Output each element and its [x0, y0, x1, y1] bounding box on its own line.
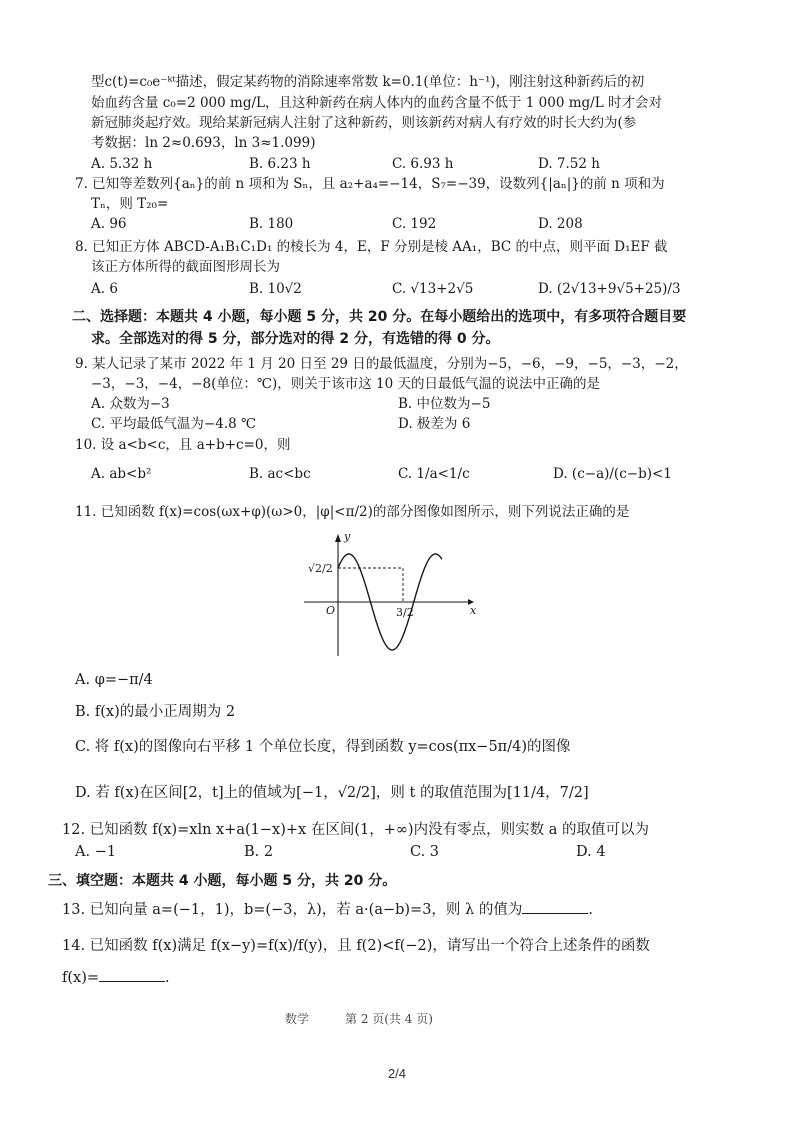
q12-option-b: B. 2 — [244, 844, 274, 860]
q13-end: . — [588, 902, 593, 918]
q12-option-c: C. 3 — [410, 844, 440, 860]
x-mark-label: 3/2 — [396, 606, 414, 619]
q6-option-d: D. 7.52 h — [538, 156, 600, 172]
q9-line-1: 9. 某人记录了某市 2022 年 1 月 20 日至 29 日的最低温度，分别为−5，−6，−9，−5，−3，−2， — [75, 356, 688, 372]
q6-line-2: 始血药含量 c₀=2 000 mg/L，且这种新药在病人体内的血药含量不低于 1 000 mg/L 时才会对 — [91, 95, 662, 111]
q9-option-a: A. 众数为−3 — [91, 396, 170, 412]
q7-option-c: C. 192 — [392, 216, 437, 232]
q6-option-b: B. 6.23 h — [249, 156, 311, 172]
q6-line-4: 考数据：ln 2≈0.693，ln 3≈1.099) — [91, 135, 316, 151]
q6-line-1: 型c(t)=c₀e⁻ᵏᵗ描述，假定某药物的消除速率常数 k=0.1(单位：h⁻¹)，刚注射这种新药后的初 — [91, 74, 645, 90]
q12-line-1: 12. 已知函数 f(x)=xln x+a(1−x)+x 在区间(1，+∞)内没有零点，则实数 a 的取值可以为 — [62, 822, 649, 838]
section-2-heading: 二、选择题：本题共 4 小题，每小题 5 分，共 20 分。在每小题给出的选项中，有多项符合题目要 — [72, 309, 687, 325]
q8-option-b: B. 10√2 — [249, 281, 302, 297]
q6-line-3: 新冠肺炎起疗效。现给某新冠病人注射了这种新药，则该新药对病人有疗效的时长大约为(参 — [91, 115, 637, 131]
q8-line-1: 8. 已知正方体 ABCD-A₁B₁C₁D₁ 的棱长为 4，E，F 分别是棱 AA₁，BC 的中点，则平面 D₁EF 截 — [75, 239, 668, 255]
q6-option-c: C. 6.93 h — [392, 156, 454, 172]
q12-option-d: D. 4 — [576, 844, 606, 860]
q13-answer-blank[interactable] — [522, 913, 588, 914]
q8-option-d: D. (2√13+9√5+25)/3 — [538, 281, 681, 297]
q10-line-1: 10. 设 a<b<c，且 a+b+c=0，则 — [75, 437, 291, 453]
q11-option-b: B. f(x)的最小正周期为 2 — [75, 704, 236, 720]
q11-option-d: D. 若 f(x)在区间[2，t]上的值域为[−1，√2/2]，则 t 的取值范围为[11/4，7/2] — [75, 785, 589, 801]
y-axis-arrow — [335, 534, 341, 542]
q9-line-2: −3，−3，−4，−8(单位：℃)，则关于该市这 10 天的日最低气温的说法中正确的是 — [91, 376, 600, 392]
q7-line-1: 7. 已知等差数列{aₙ}的前 n 项和为 Sₙ，且 a₂+a₄=−14，S₇=−39，设数列{|aₙ|}的前 n 项和为 — [75, 176, 665, 192]
q8-option-c: C. √13+2√5 — [392, 281, 474, 297]
q7-option-a: A. 96 — [91, 216, 127, 232]
q13-line — [62, 900, 593, 920]
section-3-heading: 三、填空题：本题共 4 小题，每小题 5 分，共 20 分。 — [48, 873, 397, 889]
q12-option-a: A. −1 — [75, 844, 117, 860]
q14-end: . — [165, 970, 170, 986]
q9-option-c: C. 平均最低气温为−4.8 ℃ — [91, 416, 257, 432]
q11-option-c: C. 将 f(x)的图像向右平移 1 个单位长度，得到函数 y=cos(πx−5π/4)的图像 — [75, 739, 571, 755]
y-axis-label: y — [344, 530, 351, 543]
q7-option-d: D. 208 — [538, 216, 583, 232]
q13-text: 13. 已知向量 a=(−1，1)，b=(−3，λ)，若 a·(a−b)=3，则 λ 的值为 — [62, 902, 523, 918]
y-mark-label: √2/2 — [308, 562, 333, 575]
q14-line-1: 14. 已知函数 f(x)满足 f(x−y)=f(x)/f(y)，且 f(2)<f(−2)，请写出一个符合上述条件的函数 — [62, 938, 650, 954]
q9-option-b: B. 中位数为−5 — [398, 396, 491, 412]
q8-option-a: A. 6 — [91, 281, 118, 297]
q10-option-c: C. 1/a<1/c — [398, 466, 470, 482]
section-2-heading-cont: 求。全部选对的得 5 分，部分选对的得 2 分，有选错的得 0 分。 — [91, 331, 500, 347]
origin-label: O — [326, 604, 336, 617]
x-axis-label: x — [470, 604, 477, 617]
q7-line-2: Tₙ，则 T₂₀= — [91, 196, 169, 212]
page-number: 2/4 — [387, 1066, 407, 1081]
q11-line-1: 11. 已知函数 f(x)=cos(ωx+φ)(ω>0，|φ|<π/2)的部分图像如图所示，则下列说法正确的是 — [75, 504, 630, 520]
q14-answer-blank[interactable] — [99, 981, 165, 982]
q14-line-2 — [62, 968, 170, 988]
q14-text: f(x)= — [62, 970, 100, 986]
q8-line-2: 该正方体所得的截面图形周长为 — [91, 259, 280, 275]
q6-option-a: A. 5.32 h — [91, 156, 153, 172]
q9-option-d: D. 极差为 6 — [398, 416, 471, 432]
footer-text: 数学 第 2 页(共 4 页) — [285, 1012, 433, 1026]
q10-option-d: D. (c−a)/(c−b)<1 — [553, 466, 672, 482]
cosine-graph — [300, 528, 480, 660]
q11-option-a: A. φ=−π/4 — [75, 672, 153, 688]
q10-option-a: A. ab<b² — [91, 466, 152, 482]
q7-option-b: B. 180 — [249, 216, 294, 232]
q10-option-b: B. ac<bc — [249, 466, 311, 482]
